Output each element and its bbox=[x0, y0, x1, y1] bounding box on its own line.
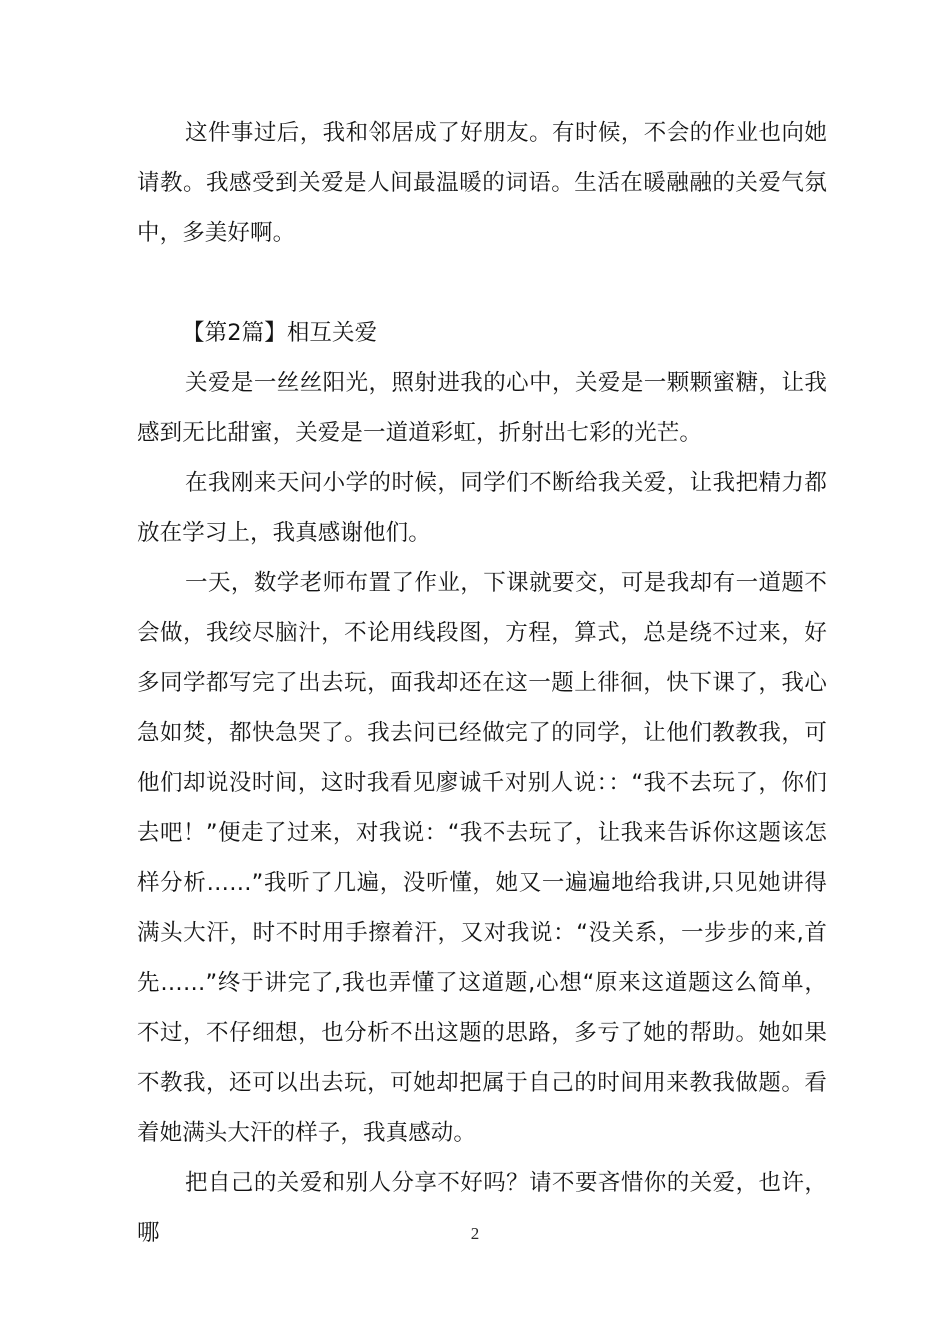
page-number: 2 bbox=[470, 1224, 480, 1243]
paragraph-opening-metaphors: 关爱是一丝丝阳光，照射进我的心中，关爱是一颗颗蜜糖，让我感到无比甜蜜，关爱是一道道彩虹，折射出七彩的光芒。 bbox=[137, 370, 827, 446]
paragraph-new-school: 在我刚来天问小学的时候，同学们不断给我关爱，让我把精力都放在学习上，我真感谢他们。 bbox=[137, 470, 827, 546]
essay-heading-2: 【第2篇】相互关爱 bbox=[182, 320, 378, 346]
paragraph-closing-appeal: 把自己的关爱和别人分享不好吗？请不要吝惜你的关爱，也许，哪 bbox=[137, 1170, 827, 1246]
paragraph-math-homework-story: 一天，数学老师布置了作业，下课就要交，可是我却有一道题不会做，我绞尽脑汁，不论用线段图，方程，算式，总是绕不过来，好多同学都写完了出去玩，面我却还在这一题上徘徊，快下课了，我心急如焚，都快急哭了。我去问已经做完了的同学，让他们教教我，可他们却说没时间，这时我看见廖诚千对别人说：：“我不去玩了，你们去吧！”便走了过来，对我说：“我不去玩了，让我来告诉你这题该怎样分析……”我听了几遍，没听懂，她又一遍遍地给我讲,只见她讲得满头大汗，时不时用手擦着汗，又对我说：“没关系，一步步的来,首先……”终于讲完了,我也弄懂了这道题,心想“原来这道题这么简单，不过，不仔细想，也分析不出这题的思路，多亏了她的帮助。她如果不教我，还可以出去玩，可她却把属于自己的时间用来教我做题。看着她满头大汗的样子，我真感动。 bbox=[137, 570, 827, 1146]
document-body bbox=[137, 108, 827, 1258]
paragraph-closing-essay-1: 这件事过后，我和邻居成了好朋友。有时候，不会的作业也向她请教。我感受到关爱是人间最温暖的词语。生活在暖融融的关爱气氛中，多美好啊。 bbox=[137, 120, 827, 246]
section-spacer bbox=[137, 258, 827, 308]
